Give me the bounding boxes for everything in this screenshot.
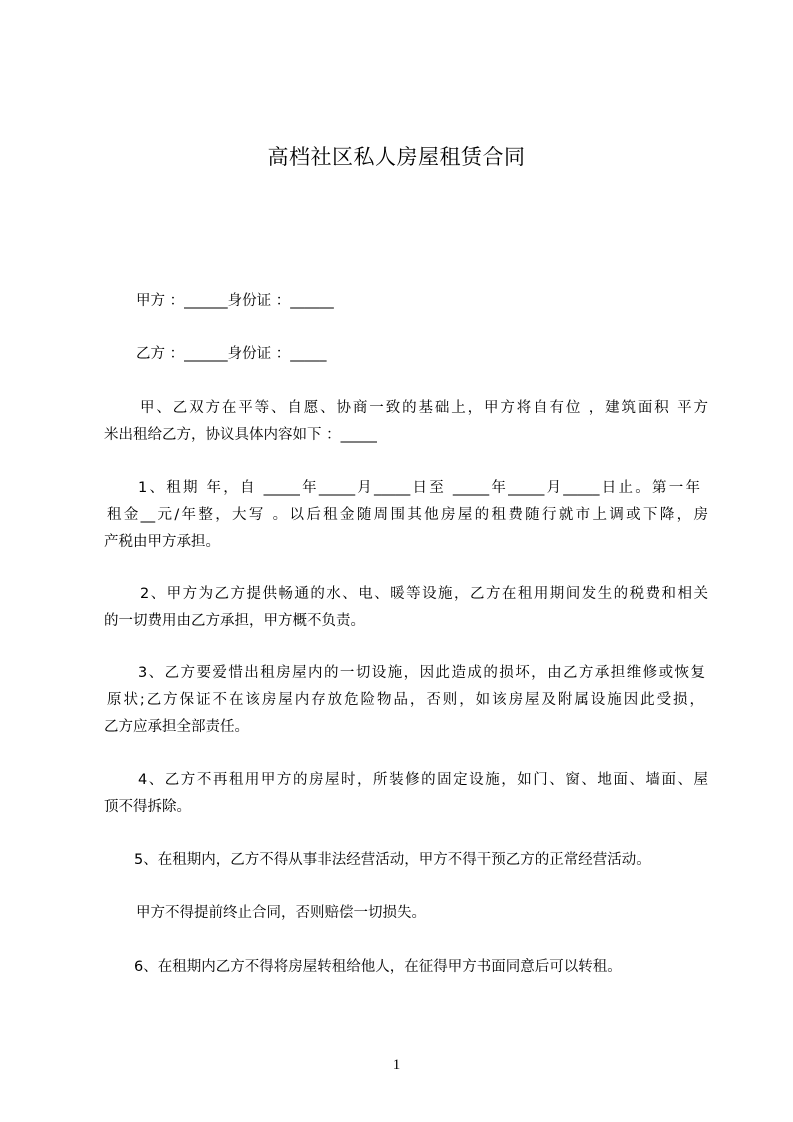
- party-a-line: 甲方 ：______身份证 ：______: [136, 293, 334, 309]
- page-title: 高档社区私人房屋租赁合同: [267, 145, 526, 169]
- paragraph-line: 顶不得拆除。: [104, 799, 191, 815]
- paragraph-line: 4、乙方不再租用甲方的房屋时，所装修的固定设施，如门、窗、地面、墙面、屋: [138, 772, 708, 788]
- paragraph-line: 租金__元/年整，大写 。以后租金随周围其他房屋的租费随行就市上调或下降，房: [107, 507, 708, 523]
- paragraph-line: 产税由甲方承担。: [104, 534, 220, 550]
- clause-5: 5、在租期内，乙方不得从事非法经营活动，甲方不得干预乙方的正常经营活动。: [134, 852, 651, 868]
- paragraph-line: 的一切费用由乙方承担，甲方概不负责。: [104, 613, 365, 629]
- page-number: 1: [392, 1057, 401, 1073]
- paragraph-line: 3、乙方要爱惜出租房屋内的一切设施，因此造成的损坏，由乙方承担维修或恢复: [138, 665, 705, 681]
- no-termination-note: 甲方不得提前终止合同，否则赔偿一切损失。: [136, 905, 426, 921]
- paragraph-line: 米出租给乙方，协议具体内容如下 ：_____: [104, 427, 377, 443]
- party-b-line: 乙方 ：______身份证 ：_____: [136, 346, 327, 362]
- paragraph-line: 1、租期 年，自 _____年_____月_____日至 _____年_____月_____日止。第一年: [138, 480, 700, 496]
- clause-6: 6、在租期内乙方不得将房屋转租给他人，在征得甲方书面同意后可以转租。: [134, 959, 622, 975]
- paragraph-line: 甲、乙双方在平等、自愿、协商一致的基础上，甲方将自有位 ，建筑面积 平方: [140, 400, 708, 416]
- paragraph-line: 原状;乙方保证不在该房屋内存放危险物品，否则，如该房屋及附属设施因此受损，: [107, 692, 704, 708]
- paragraph-line: 2、甲方为乙方提供畅通的水、电、暖等设施，乙方在租用期间发生的税费和相关: [140, 586, 708, 602]
- paragraph-line: 乙方应承担全部责任。: [104, 719, 249, 735]
